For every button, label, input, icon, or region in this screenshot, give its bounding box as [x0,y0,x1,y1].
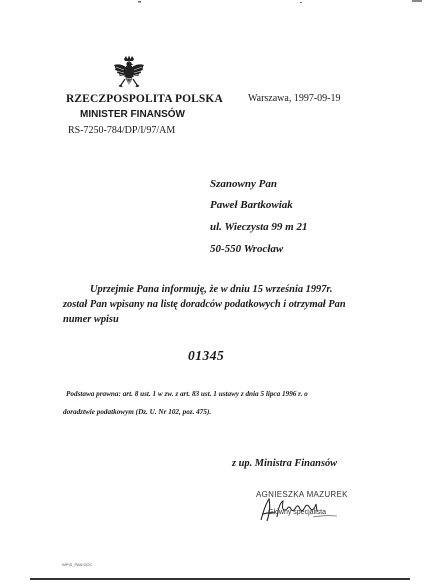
stamp-title: Główny specjalista [268,509,326,516]
polish-eagle-emblem-icon [112,55,146,91]
registration-number: 01345 [188,348,225,363]
legal-basis-line: doradztwie podatkowym (Dz. U. Nr 102, poz. 475). [63,408,212,416]
letter-body-line: został Pan wpisany na listę doradców podatkowych i otrzymał Pan [63,299,346,310]
stamp-name: AGNIESZKA MAZUREK [256,490,348,499]
issuer-office: MINISTER FINANSÓW [80,109,185,120]
place-and-date: Warszawa, 1997-09-19 [248,93,341,104]
letter-body-line: Uprzejmie Pana informuję, że w dniu 15 września 1997r. [90,284,333,295]
addressee-salutation: Szanowny Pan [210,178,277,190]
issuer-country: RZECZPOSPOLITA POLSKA [66,93,223,105]
reference-number: RS-7250-784/DP/I/97/AM [68,125,176,136]
addressee-name: Paweł Bartkowiak [210,199,293,211]
scan-bottom-edge [30,578,410,580]
letter-body-line: numer wpisu [63,314,119,325]
signing-authority: z up. Ministra Finansów [232,458,338,469]
legal-basis-line: Podstawa prawna: art. 8 ust. 1 w zw. z art. 83 ust. 1 ustawy z dnia 5 lipca 1996 r. o [66,390,308,398]
scan-edge-marks [0,0,425,8]
addressee-city: 50-550 Wrocław [210,243,284,255]
addressee-street: ul. Wieczysta 99 m 21 [210,221,308,233]
footer-filename: WPIS_PAN.DOC [62,562,93,567]
